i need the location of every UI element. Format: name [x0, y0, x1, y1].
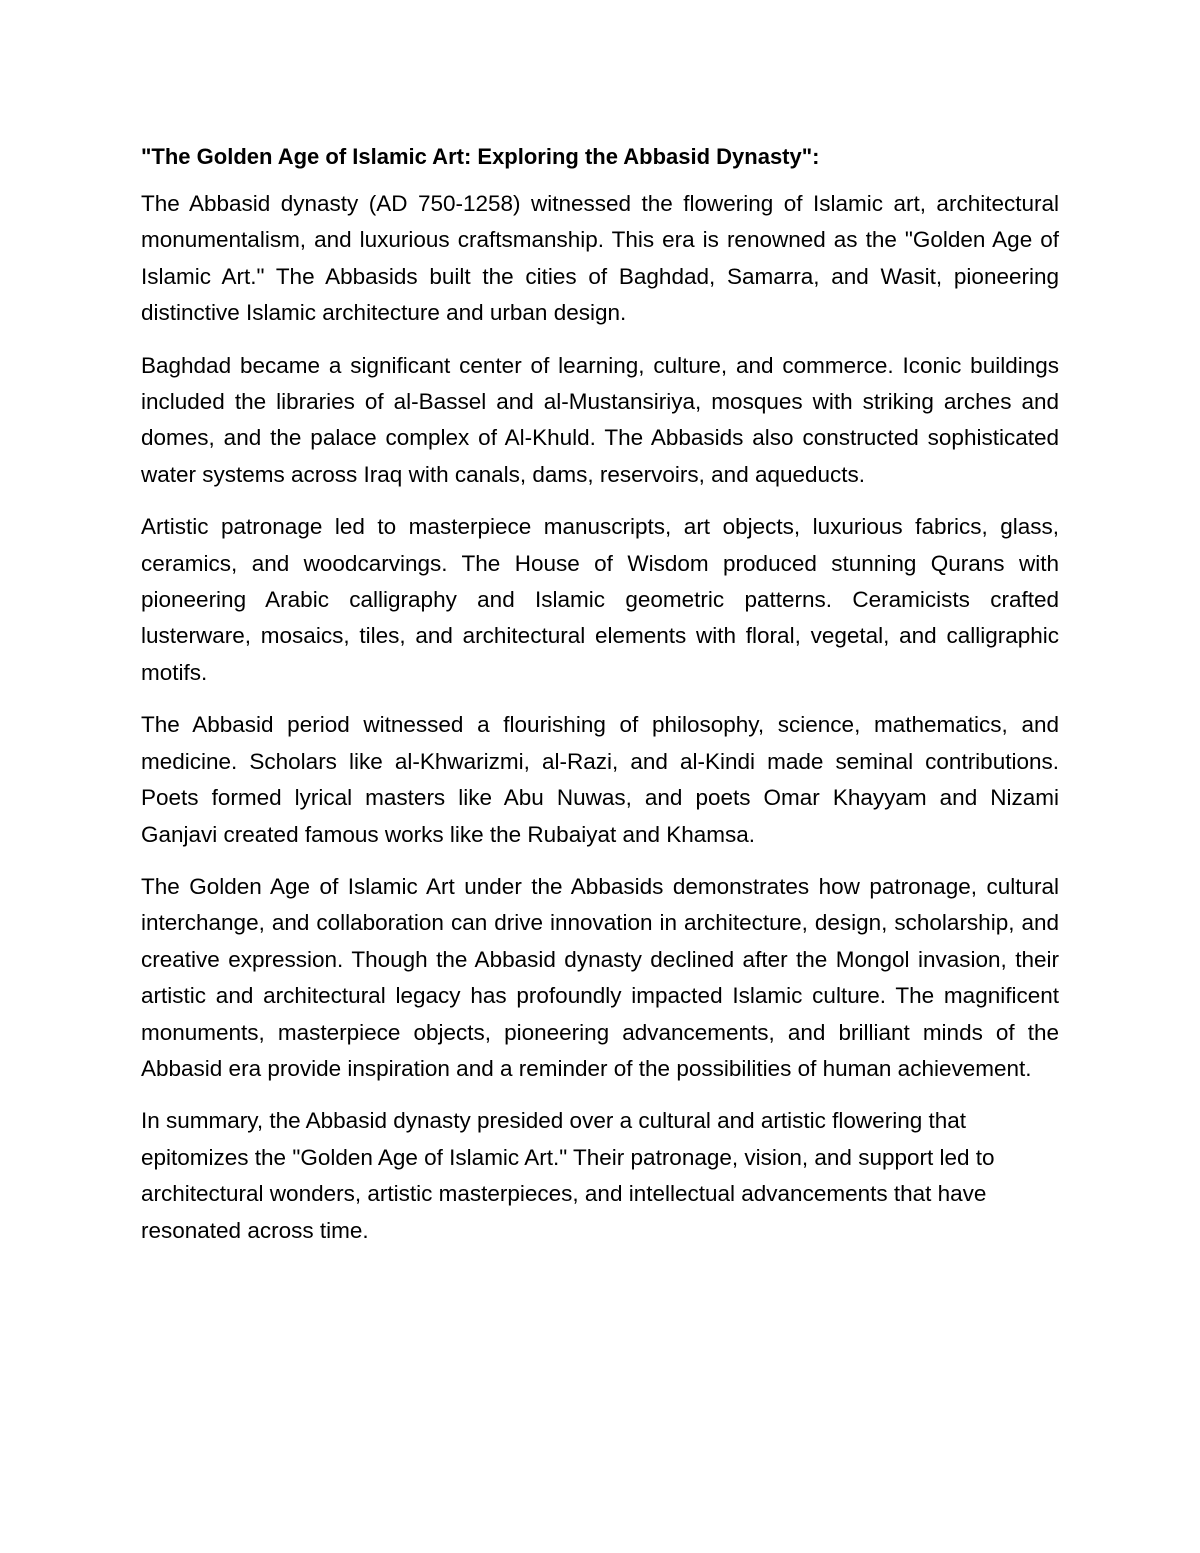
paragraph-legacy: The Golden Age of Islamic Art under the Abbasids demonstrates how patronage, cultural interchange, and collaboration can drive innovation in architecture, design, scholarship, and creative expression. Though the Abbasid dynasty declined after the Mongol invasion, their artistic and architectural legacy has profoundly impacted Islamic culture. The magnificent monuments, masterpiece objects, pioneering advancements, and brilliant minds of the Abbasid era provide inspiration and a reminder of the possibilities of human achievement.: [141, 873, 1059, 1081]
paragraph-abbasid-overview: The Abbasid dynasty (AD 750-1258) witnessed the flowering of Islamic art, architectural monumentalism, and luxurious craftsmanship. This era is renowned as the "Golden Age of Islamic Art." The Abbasids built the cities of Baghdad, Samarra, and Wasit, pioneering distinctive Islamic architecture and urban design.: [141, 191, 1059, 326]
document-title: "The Golden Age of Islamic Art: Exploring the Abbasid Dynasty":: [141, 144, 820, 169]
paragraph-summary: In summary, the Abbasid dynasty presided over a cultural and artistic flowering that epitomizes the "Golden Age of Islamic Art." Their patronage, vision, and support led to architectural wonders, artistic masterpieces, and intellectual advancements that have resonated across time.: [141, 1108, 995, 1243]
paragraph-artistic-patronage: Artistic patronage led to masterpiece manuscripts, art objects, luxurious fabrics, glass, ceramics, and woodcarvings. The House of Wisdom produced stunning Qurans with pioneering Arabic calligraphy and Islamic geometric patterns. Ceramicists crafted lusterware, mosaics, tiles, and architectural elements with floral, vegetal, and calligraphic motifs.: [141, 514, 1059, 685]
paragraph-baghdad: Baghdad became a significant center of learning, culture, and commerce. Iconic buildings included the libraries of al-Bassel and al-Mustansiriya, mosques with striking arches and domes, and the palace complex of Al-Khuld. The Abbasids also constructed sophisticated water systems across Iraq with canals, dams, reservoirs, and aqueducts.: [141, 352, 1059, 487]
paragraph-scholarship: The Abbasid period witnessed a flourishing of philosophy, science, mathematics, and medicine. Scholars like al-Khwarizmi, al-Razi, and al-Kindi made seminal contributions. Poets formed lyrical masters like Abu Nuwas, and poets Omar Khayyam and Nizami Ganjavi created famous works like the Rubaiyat and Khamsa.: [141, 712, 1059, 847]
